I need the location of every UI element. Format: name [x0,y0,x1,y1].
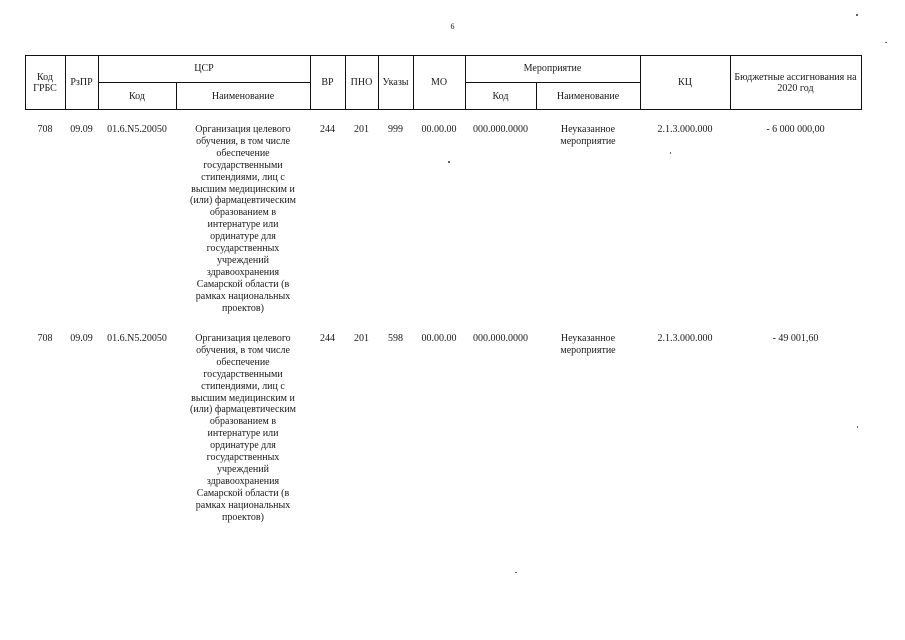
cell-mer-kod: 000.000.0000 [473,124,528,135]
table-header [25,55,862,110]
cell-pno: 201 [354,124,369,135]
scan-speck [857,426,858,428]
cell-budget: - 6 000 000,00 [766,124,825,135]
header-rzpr: РзПР [70,77,93,88]
cell-ukazy: 598 [388,333,403,344]
cell-csr-kod: 01.6.N5.20050 [107,124,167,135]
header-mo: МО [430,77,448,88]
cell-vr: 244 [320,124,335,135]
header-mer-name: Наименование [556,90,620,102]
header-kc: КЦ [678,77,692,88]
cell-csr-kod: 01.6.N5.20050 [107,333,167,344]
cell-ukazy: 999 [388,124,403,135]
cell-mo: 00.00.00 [421,333,457,344]
cell-kod-grbs: 708 [37,124,53,135]
scan-speck [885,42,887,43]
cell-mo: 00.00.00 [421,124,457,135]
header-csr-kod: Код [129,90,145,102]
header-budget: Бюджетные ассигнования на 2020 год [734,71,857,94]
header-csr-name: Наименование [211,90,275,102]
scan-speck [448,161,450,163]
scan-speck [670,152,671,154]
cell-mer-kod: 000.000.0000 [473,333,528,344]
header-meropriyatie: Мероприятие [523,63,582,74]
header-mer-kod: Код [492,90,509,102]
cell-mer-name: Неуказанное мероприятие [560,333,616,356]
scan-speck [856,14,858,16]
header-pno: ПНО [350,77,373,88]
cell-kc: 2.1.3.000.000 [657,333,713,344]
cell-mer-name: Неуказанное мероприятие [560,124,616,147]
cell-csr-name: Организация целевого обучения, в том числе обеспечение государственными стипендиями, лиц с высшим медицинским и (или) фармацевтическим образованием в интернатуре или ординатуре для государственных учреждений здравоохранения Самарской области (в рамках национальных проектов) [190,333,296,523]
cell-rzpr: 09.09 [70,124,93,135]
cell-vr: 244 [320,333,335,344]
cell-budget: - 49 001,60 [772,333,819,344]
cell-csr-name: Организация целевого обучения, в том числе обеспечение государственными стипендиями, лиц с высшим медицинским и (или) фармацевтическим образованием в интернатуре или ординатуре для государственных учреждений здравоохранения Самарской области (в рамках национальных проектов) [190,124,296,314]
cell-kod-grbs: 708 [37,333,53,344]
header-kod-grbs: Код ГРБС [33,71,57,94]
cell-rzpr: 09.09 [70,333,93,344]
scan-speck [515,572,517,573]
header-csr: ЦСР [194,63,214,74]
cell-pno: 201 [354,333,369,344]
header-ukazy: Указы [382,77,409,88]
header-vr: ВР [321,77,334,88]
cell-kc: 2.1.3.000.000 [657,124,713,135]
page-number: 6 [450,22,455,31]
